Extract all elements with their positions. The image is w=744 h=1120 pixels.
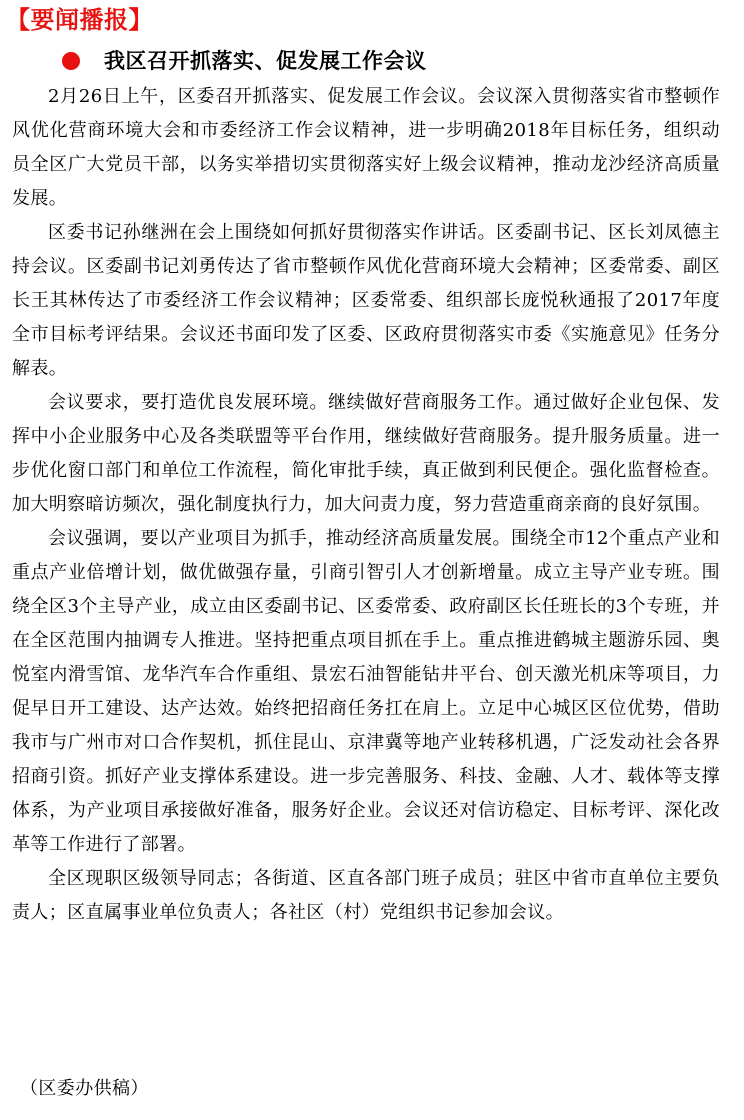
paragraph-5: 全区现职区级领导同志；各街道、区直各部门班子成员；驻区中省市直单位主要负责人；区直属事业单位负责人；各社区（村）党组织书记参加会议。 bbox=[12, 868, 720, 923]
paragraph-1: 2月26日上午，区委召开抓落实、促发展工作会议。会议深入贯彻落实省市整顿作风优化营商环境大会和市委经济工作会议精神，进一步明确2018年目标任务，组织动员全区广大党员干部，以务实举措切实贯彻落实好上级会议精神，推动龙沙经济高质量发展。 bbox=[12, 86, 720, 209]
headline-row bbox=[62, 46, 427, 76]
red-dot-icon bbox=[62, 52, 80, 70]
article-headline: 我区召开抓落实、促发展工作会议 bbox=[104, 49, 427, 73]
paragraph-4: 会议强调，要以产业项目为抓手，推动经济高质量发展。围绕全市12个重点产业和重点产业倍增计划，做优做强存量，引商引智引人才创新增量。成立主导产业专班。围绕全区3个主导产业，成立由区委副书记、区委常委、政府副区长任班长的3个专班，并在全区范围内抽调专人推进。坚持把重点项目抓在手上。重点推进鹤城主题游乐园、奥悦室内滑雪馆、龙华汽车合作重组、景宏石油智能钻井平台、创天激光机床等项目，力促早日开工建设、达产达效。始终把招商任务扛在肩上。立足中心城区区位优势，借助我市与广州市对口合作契机，抓住昆山、京津冀等地产业转移机遇，广泛发动社会各界招商引资。抓好产业支撑体系建设。进一步完善服务、科技、金融、人才、载体等支撑体系，为产业项目承接做好准备，服务好企业。会议还对信访稳定、目标考评、深化改革等工作进行了部署。 bbox=[12, 528, 720, 855]
article-body bbox=[12, 80, 720, 930]
article-source: （区委办供稿） bbox=[20, 1078, 149, 1099]
paragraph-3: 会议要求，要打造优良发展环境。继续做好营商服务工作。通过做好企业包保、发挥中小企业服务中心及各类联盟等平台作用，继续做好营商服务。提升服务质量。进一步优化窗口部门和单位工作流程，简化审批手续，真正做到利民便企。强化监督检查。加大明察暗访频次，强化制度执行力，加大问责力度，努力营造重商亲商的良好氛围。 bbox=[12, 392, 720, 515]
paragraph-2: 区委书记孙继洲在会上围绕如何抓好贯彻落实作讲话。区委副书记、区长刘凤德主持会议。区委副书记刘勇传达了省市整顿作风优化营商环境大会精神；区委常委、副区长王其林传达了市委经济工作会议精神；区委常委、组织部长庞悦秋通报了2017年度全市目标考评结果。会议还书面印发了区委、区政府贯彻落实市委《实施意见》任务分解表。 bbox=[12, 222, 720, 379]
section-header: 【要闻播报】 bbox=[6, 6, 153, 34]
